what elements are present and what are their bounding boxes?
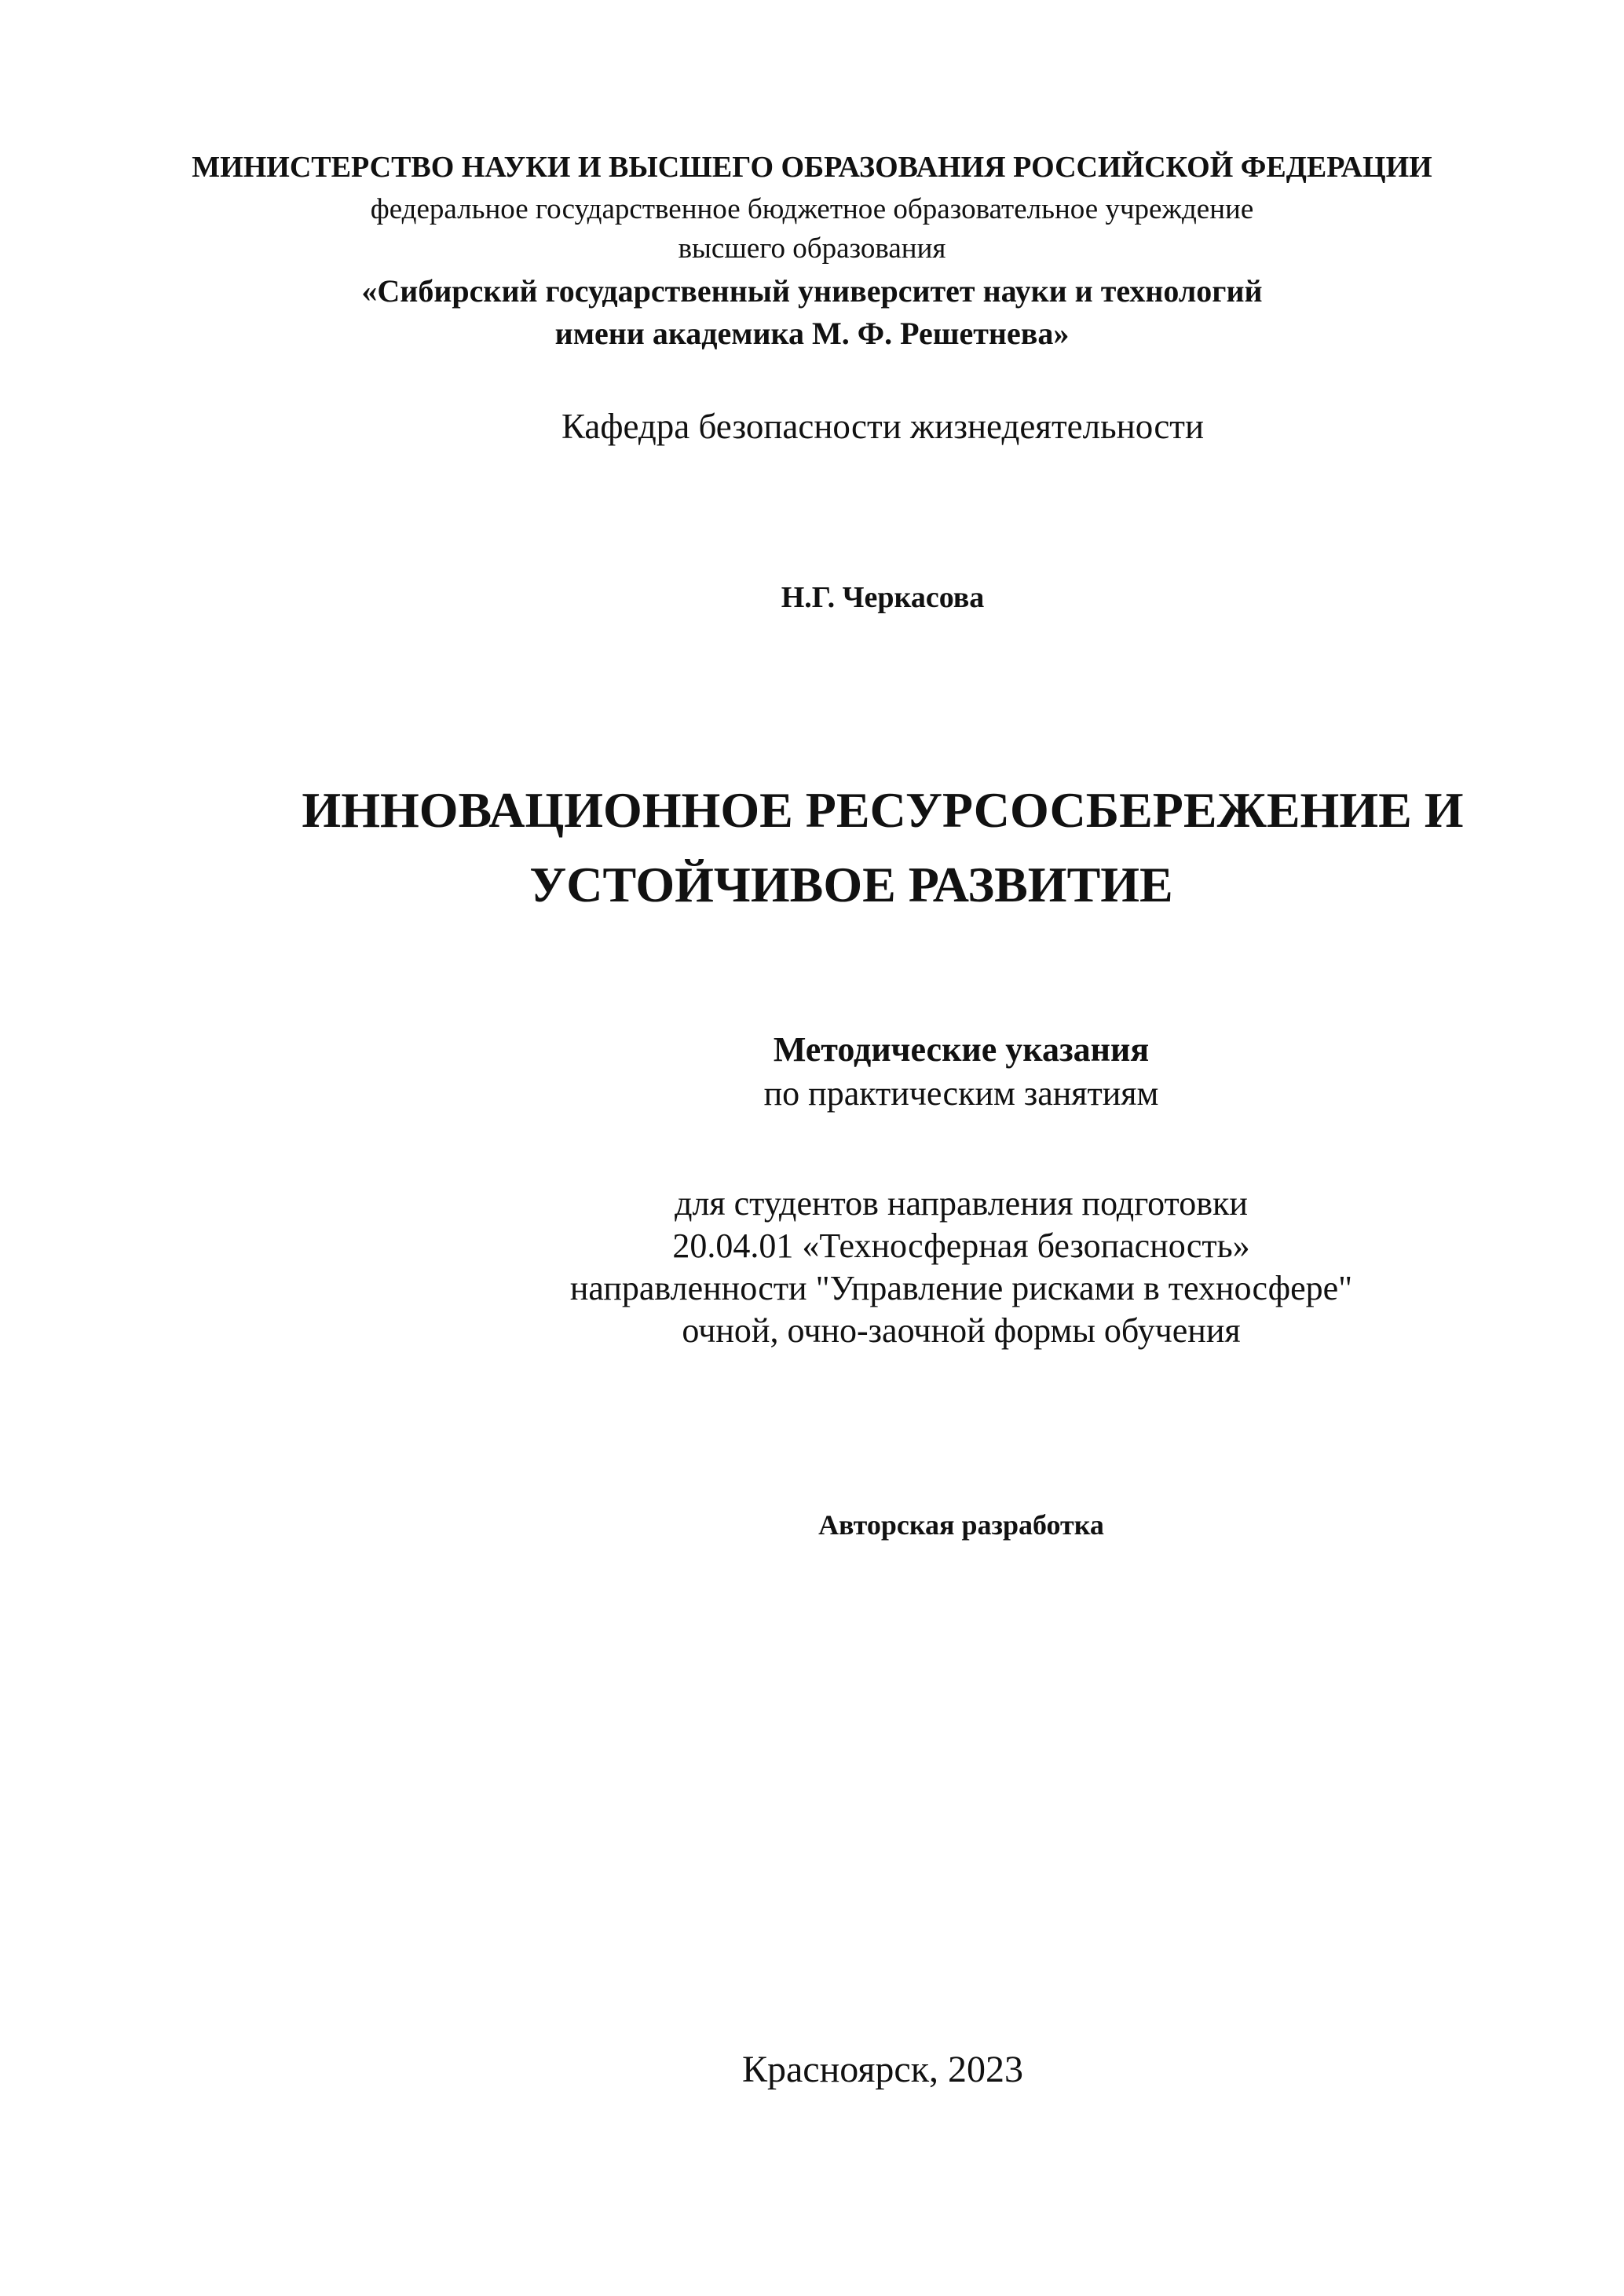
audience-line-1: для студентов направления подготовки xyxy=(675,1184,1248,1223)
institution-type-line-2: высшего образования xyxy=(678,232,946,265)
audience-line-4: очной, очно-заочной формы обучения xyxy=(682,1311,1241,1350)
document-title-line-2: УСТОЙЧИВОЕ РАЗВИТИЕ xyxy=(529,857,1173,912)
city-year: Красноярск, 2023 xyxy=(741,2049,1024,2090)
university-name-line-2: имени академика М. Ф. Решетнева» xyxy=(554,316,1070,351)
audience-line-3: направленности "Управление рисками в техносфере" xyxy=(569,1269,1353,1307)
document-title-line-1: ИННОВАЦИОННОЕ РЕСУРСОСБЕРЕЖЕНИЕ И xyxy=(302,782,1464,838)
institution-type-line-1: федеральное государственное бюджетное образовательное учреждение xyxy=(370,193,1254,225)
audience-line-2: 20.04.01 «Техносферная безопасность» xyxy=(672,1227,1250,1265)
document-type-label: Методические указания xyxy=(773,1030,1150,1069)
university-name-line-1: «Сибирский государственный университет науки и технологий xyxy=(361,273,1263,309)
authorship-note: Авторская разработка xyxy=(818,1509,1104,1541)
author-name: Н.Г. Черкасова xyxy=(781,581,985,614)
department-name: Кафедра безопасности жизнедеятельности xyxy=(561,407,1205,446)
document-type-subtitle: по практическим занятиям xyxy=(763,1074,1159,1113)
ministry-heading: МИНИСТЕРСТВО НАУКИ И ВЫСШЕГО ОБРАЗОВАНИЯ РОССИЙСКОЙ ФЕДЕРАЦИИ xyxy=(192,151,1432,184)
